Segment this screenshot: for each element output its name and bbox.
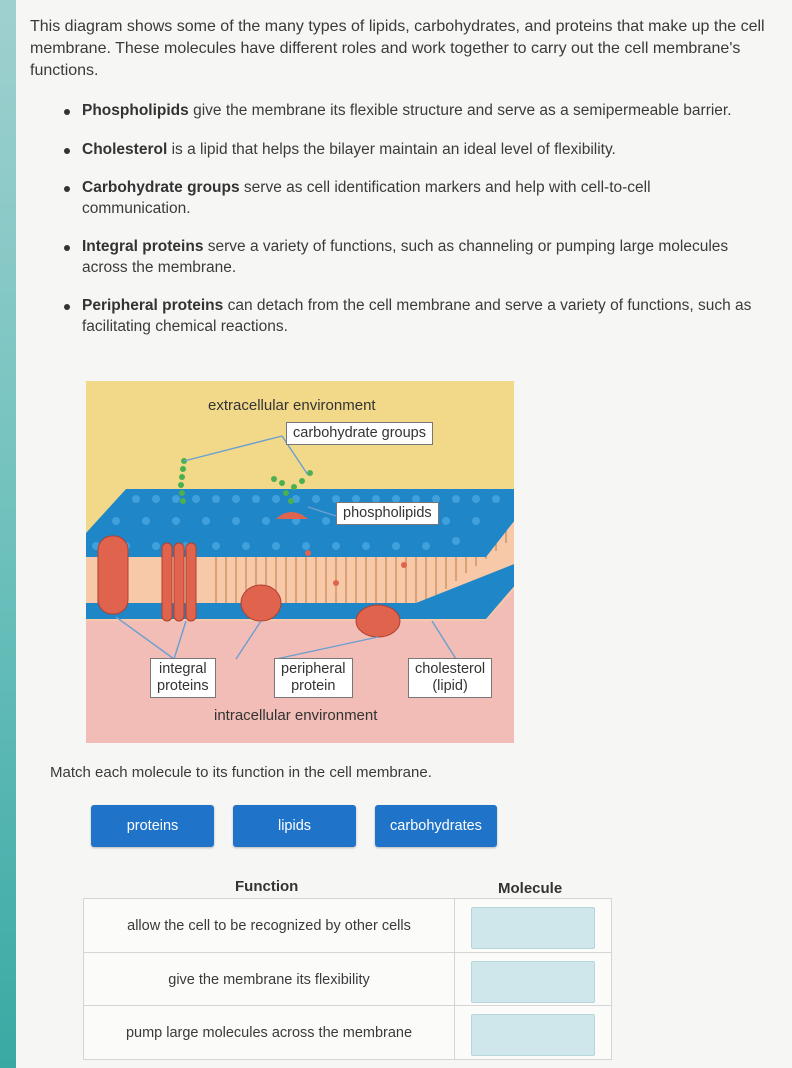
bullet-cholesterol: Cholesterol is a lipid that helps the bilayer maintain an ideal level of flexibility.	[60, 140, 760, 161]
question-prompt: Match each molecule to its function in the cell membrane.	[50, 764, 432, 781]
bullet-carbohydrate-groups: Carbohydrate groups serve as cell identification markers and help with cell-to-cell communication.	[60, 178, 760, 219]
function-header: Function	[235, 878, 299, 895]
table-row	[84, 1005, 611, 1059]
peripheral-protein-2	[356, 605, 400, 637]
bullet-list	[60, 101, 760, 355]
integral-protein-1	[98, 536, 128, 614]
cell-membrane-diagram	[86, 381, 514, 743]
table-row	[84, 952, 611, 1006]
integral-protein-2c	[186, 543, 196, 621]
bullet-integral-proteins: Integral proteins serve a variety of functions, such as channeling or pumping large molecules across the membrane.	[60, 237, 760, 278]
integral-protein-2b	[174, 543, 184, 621]
chip-carbohydrates[interactable]: carbohydrates	[375, 805, 497, 847]
intracellular-label: intracellular environment	[214, 707, 378, 724]
carbohydrate-groups-label: carbohydrate groups	[286, 422, 433, 445]
integral-protein-2a	[162, 543, 172, 621]
function-cell: allow the cell to be recognized by other cells	[84, 899, 455, 952]
phospholipids-label: phospholipids	[336, 502, 439, 525]
bullet-peripheral-proteins: Peripheral proteins can detach from the cell membrane and serve a variety of functions, such as facilitating chemical reactions.	[60, 296, 760, 337]
outer-head-layer	[86, 489, 514, 557]
peripheral-protein-label: peripheral protein	[274, 658, 353, 698]
table-row	[84, 899, 611, 952]
function-cell: pump large molecules across the membrane	[84, 1006, 455, 1059]
match-table	[83, 898, 612, 1060]
function-cell: give the membrane its flexibility	[84, 953, 455, 1006]
molecule-drop-zone-3[interactable]	[471, 1014, 595, 1056]
chip-proteins[interactable]: proteins	[91, 805, 214, 847]
bullet-phospholipids: Phospholipids give the membrane its flexible structure and serve as a semipermeable barrier.	[60, 101, 760, 122]
cholesterol-label: cholesterol (lipid)	[408, 658, 492, 698]
molecule-header: Molecule	[498, 880, 563, 897]
intro-paragraph: This diagram shows some of the many types of lipids, carbohydrates, and proteins that make up the cell membrane. These molecules have different roles and work together to carry out the cell membrane's functions.	[30, 18, 765, 79]
chip-lipids[interactable]: lipids	[233, 805, 356, 847]
molecule-drop-zone-2[interactable]	[471, 961, 595, 1003]
left-edge-strip	[0, 0, 16, 1068]
molecule-drop-zone-1[interactable]	[471, 907, 595, 949]
integral-proteins-label: integral proteins	[150, 658, 216, 698]
extracellular-label: extracellular environment	[208, 397, 376, 414]
peripheral-protein-1	[241, 585, 281, 621]
